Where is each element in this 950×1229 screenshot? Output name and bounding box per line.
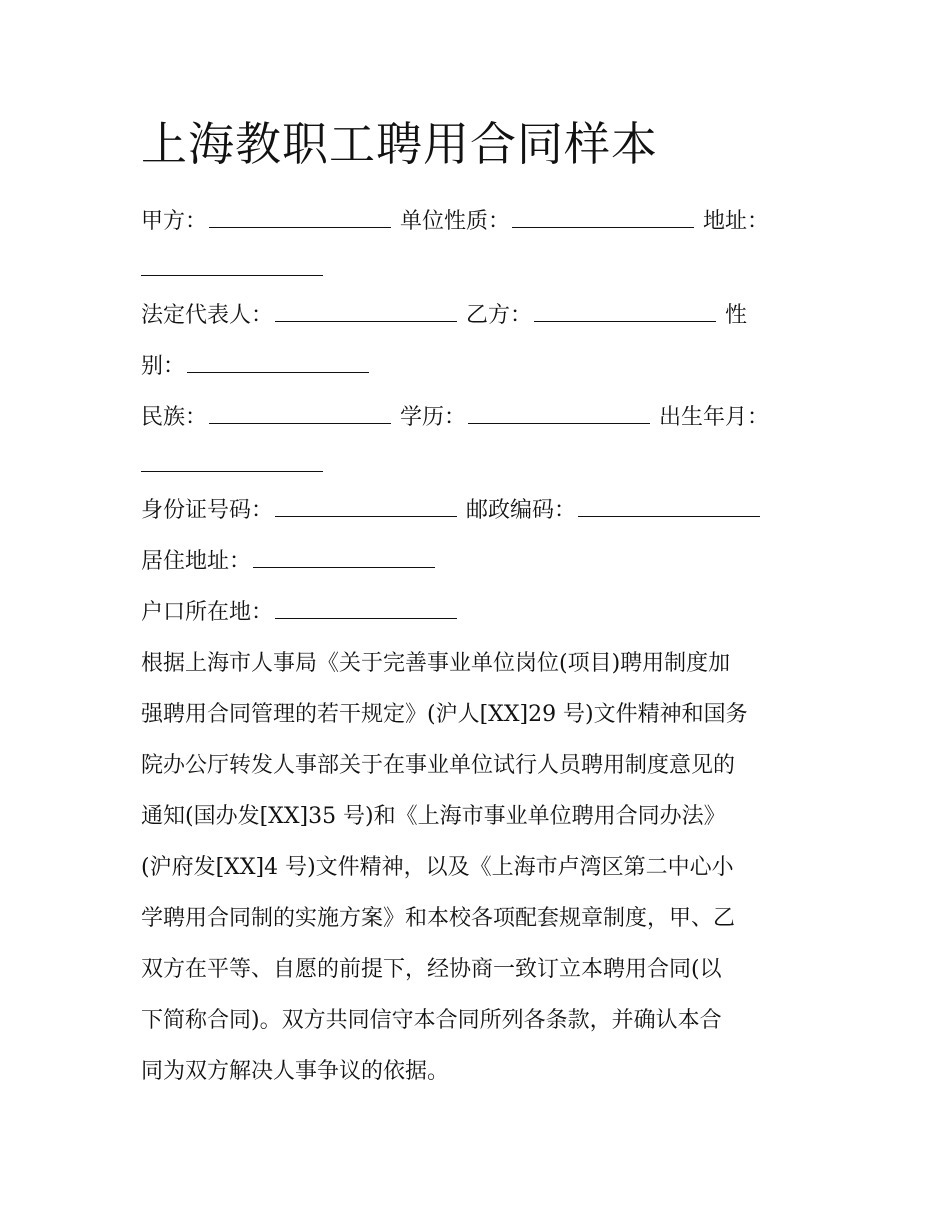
paragraph-line: 同为双方解决人事争议的依据。 (141, 1059, 450, 1084)
field-row-hukou (141, 598, 459, 628)
gender-label-part2: 别： (141, 354, 186, 379)
id-number-label: 身份证号码： (141, 498, 274, 523)
postal-code-label: 邮政编码： (466, 498, 577, 523)
paragraph-line: 院办公厅转发人事部关于在事业单位试行人员聘用制度意见的 (141, 753, 736, 778)
paragraph-line: 强聘用合同管理的若干规定》(沪人[XX]29 号)文件精神和国务 (141, 702, 748, 727)
field-row-ethnicity (141, 403, 769, 433)
residence-blank[interactable] (253, 547, 435, 568)
hukou-blank[interactable] (275, 598, 457, 619)
field-row-party-a (141, 207, 769, 237)
address-blank[interactable] (141, 255, 323, 276)
address-label: 地址： (703, 209, 770, 234)
postal-code-blank[interactable] (578, 496, 760, 517)
paragraph-line: 下简称合同)。双方共同信守本合同所列各条款，并确认本合 (141, 1008, 722, 1033)
field-row-address-blank (141, 255, 325, 285)
legal-rep-label: 法定代表人： (141, 303, 274, 328)
birth-label: 出生年月： (659, 405, 770, 430)
birth-blank[interactable] (141, 451, 323, 472)
field-row-id (141, 496, 762, 526)
paragraph-line: 根据上海市人事局《关于完善事业单位岗位(项目)聘用制度加 (141, 651, 731, 676)
id-number-blank[interactable] (275, 496, 457, 517)
education-blank[interactable] (468, 403, 650, 424)
party-a-label: 甲方： (141, 209, 208, 234)
unit-nature-blank[interactable] (512, 207, 694, 228)
document-title: 上海教职工聘用合同样本 (141, 117, 658, 171)
gender-label-part1: 性 (725, 303, 748, 328)
gender-blank[interactable] (187, 352, 369, 373)
ethnicity-blank[interactable] (209, 403, 391, 424)
field-row-residence (141, 547, 437, 577)
field-row-gender (141, 352, 371, 382)
field-row-legal-rep (141, 301, 747, 331)
field-row-birth-blank (141, 451, 325, 481)
hukou-label: 户口所在地： (141, 600, 274, 625)
paragraph-line: 通知(国办发[XX]35 号)和《上海市事业单位聘用合同办法》 (141, 804, 726, 829)
party-a-blank[interactable] (209, 207, 391, 228)
party-b-label: 乙方： (466, 303, 533, 328)
residence-label: 居住地址： (141, 549, 252, 574)
ethnicity-label: 民族： (141, 405, 208, 430)
paragraph-line: 双方在平等、自愿的前提下，经协商一致订立本聘用合同(以 (141, 957, 722, 982)
unit-nature-label: 单位性质： (400, 209, 511, 234)
education-label: 学历： (400, 405, 467, 430)
paragraph-line: 学聘用合同制的实施方案》和本校各项配套规章制度，甲、乙 (141, 906, 736, 931)
legal-rep-blank[interactable] (275, 301, 457, 322)
party-b-blank[interactable] (534, 301, 716, 322)
paragraph-line: (沪府发[XX]4 号)文件精神，以及《上海市卢湾区第二中心小 (141, 855, 734, 880)
